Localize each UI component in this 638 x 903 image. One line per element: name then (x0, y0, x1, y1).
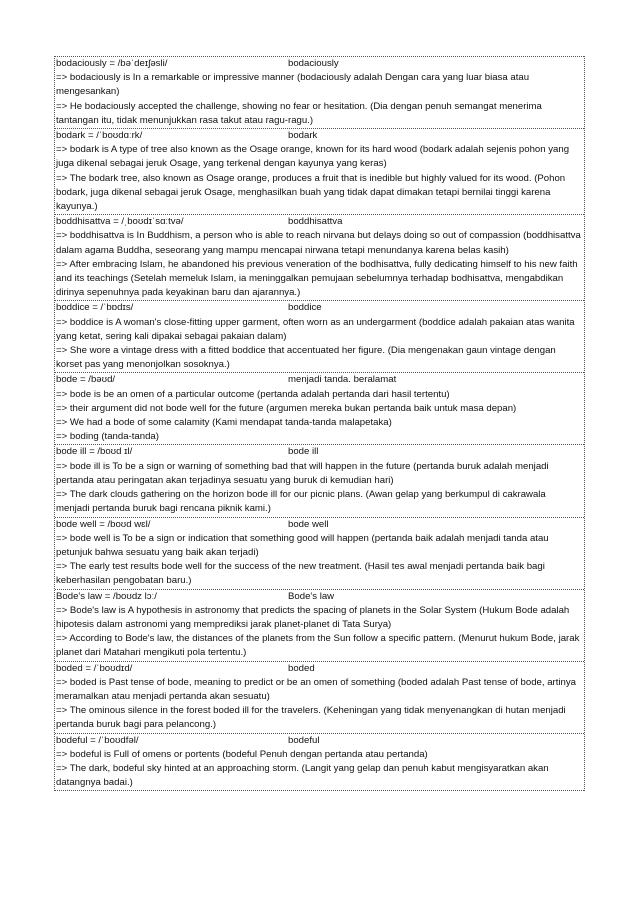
headword: boded (288, 662, 315, 674)
entry (55, 733, 584, 792)
pronunciation: boddhisattva = /ˌboʊdɪˈsɑːtvə/ (56, 216, 184, 228)
pronunciation: bode = /bəʊd/ (56, 374, 116, 386)
definition-line: => bodeful is Full of omens or portents (bodeful Penuh dengan pertanda atau pertanda) (56, 748, 428, 760)
entry (55, 517, 584, 589)
headword: boddhisattva (288, 216, 343, 228)
pronunciation: bodaciously = /bəˈdeɪʃəsli/ (56, 58, 168, 69)
pronunciation: bodark = /ˈboʊdɑːrk/ (56, 130, 143, 142)
definition-line: => bode is be an omen of a particular outcome (pertanda adalah pertanda dari hasil tertentu) (56, 388, 450, 400)
headword: bode ill (288, 446, 319, 458)
headword: bodeful (288, 734, 320, 746)
entry-header (56, 662, 582, 676)
definition-line: => boded is Past tense of bode, meaning to predict or be an omen of something (boded adalah Past tense of bode, artinya meramalkan atau menjadi pertanda akan sesuatu) (56, 676, 577, 702)
pronunciation: boded = /ˈboʊdɪd/ (56, 662, 133, 674)
entry (55, 372, 584, 444)
entry (55, 214, 584, 300)
example-line: => their argument did not bode well for the future (argumen mereka bukan pertanda baik untuk masa depan) (56, 402, 517, 414)
example-line: => The early test results bode well for the success of the new treatment. (Hasil tes awal menjadi pertanda baik bagi keberhasilan pengobatan baru.) (56, 561, 545, 587)
derived-form-line: => boding (tanda-tanda) (56, 431, 159, 443)
entry (55, 128, 584, 214)
entry (55, 589, 584, 661)
pronunciation: bode ill = /boʊd ɪl/ (56, 446, 133, 458)
headword: bodark (288, 130, 318, 142)
example-line: => We had a bode of some calamity (Kami mendapat tanda-tanda malapetaka) (56, 417, 392, 429)
headword: bode well (288, 518, 329, 530)
entry (55, 56, 584, 128)
headword: menjadi tanda. beralamat (288, 374, 397, 386)
entry-header (56, 734, 582, 748)
entry-header (56, 590, 582, 604)
definition-line: => bode ill is To be a sign or warning of something bad that will happen in the future (pertanda buruk adalah menjadi pertanda atau peringatan akan terjadinya sesuatu yang buruk di kemudian hari) (56, 460, 549, 486)
example-line: => The bodark tree, also known as Osage orange, produces a fruit that is inedible but highly valued for its wood. (Pohon bodark, juga dikenal sebagai jeruk Osage, menghasilkan buah yang tidak dapat dimakan tetapi bernilai tinggi karena kayunya.) (56, 172, 566, 213)
entry (55, 661, 584, 733)
entry-header (56, 373, 582, 387)
definition-line: => bode well is To be a sign or indication that something good will happen (pertanda baik adalah menjadi tanda atau petunjuk bahwa sesuatu yang baik akan terjadi) (56, 532, 549, 558)
headword: Bode's law (288, 590, 335, 602)
definition-line: => boddhisattva is In Buddhism, a person who is able to reach nirvana but delays doing so out of compassion (boddhisattva dalam agama Buddha, seseorang yang mampu mencapai nirwana tetapi menundanya karena belas kasih) (56, 230, 581, 256)
entry-header (56, 215, 582, 229)
definition-line: => bodark is A type of tree also known as the Osage orange, known for its hard wood (bodark adalah sejenis pohon yang juga dikenal sebagai jeruk Osage, yang terkenal dengan kayunya yang keras) (56, 144, 570, 170)
entry (55, 300, 584, 372)
entry (55, 444, 584, 516)
headword: bodaciously (288, 58, 339, 69)
example-line: => The dark clouds gathering on the horizon bode ill for our picnic plans. (Awan gelap yang berkumpul di cakrawala menjadi pertanda buruk bagi rencana piknik kami.) (56, 489, 546, 515)
entry-header (56, 129, 582, 143)
example-line: => She wore a vintage dress with a fitted boddice that accentuated her figure. (Dia mengenakan gaun vintage dengan korset pas yang menonjolkan sosoknya.) (56, 345, 556, 371)
pronunciation: boddice = /ˈbɒdɪs/ (56, 302, 134, 314)
definition-line: => bodaciously is In a remarkable or impressive manner (bodaciously adalah Dengan cara yang luar biasa atau mengesankan) (56, 72, 530, 98)
headword: boddice (288, 302, 322, 314)
entry-header (56, 445, 582, 459)
pronunciation: Bode's law = /boʊdz lɔː/ (56, 590, 157, 602)
pronunciation: bodeful = /ˈboʊdfəl/ (56, 734, 139, 746)
entry-header (56, 57, 582, 71)
pronunciation: bode well = /boʊd wɛl/ (56, 518, 151, 530)
definition-line: => Bode's law is A hypothesis in astronomy that predicts the spacing of planets in the Solar System (Hukum Bode adalah hipotesis dalam astronomi yang memprediksi jarak planet-planet di Tata Surya) (56, 604, 570, 630)
entry-header (56, 301, 582, 315)
example-line: => The ominous silence in the forest boded ill for the travelers. (Keheningan yang tidak menyenangkan di hutan menjadi pertanda buruk bagi para pelancong.) (56, 705, 566, 731)
dictionary-sheet (54, 56, 585, 791)
example-line: => He bodaciously accepted the challenge, showing no fear or hesitation. (Dia dengan penuh semangat menerima tantangan itu, tidak menunjukkan rasa takut atau ragu-ragu.) (56, 100, 542, 126)
entry-header (56, 518, 582, 532)
definition-line: => boddice is A woman's close-fitting upper garment, often worn as an undergarment (boddice adalah pakaian atas wanita yang ketat, sering kali dipakai sebagai pakaian dalam) (56, 316, 575, 342)
example-line: => According to Bode's law, the distances of the planets from the Sun follow a specific pattern. (Menurut hukum Bode, jarak planet dari Matahari mengikuti pola tertentu.) (56, 633, 580, 659)
example-line: => After embracing Islam, he abandoned his previous veneration of the bodhisattva, fully dedicating himself to his new faith and its teachings (Setelah memeluk Islam, ia meninggalkan pemujaan sebelumnya terhadap bodhisattva, mengabdikan dirinya sepenuhnya pada keyakinan baru dan ajarannya.) (56, 258, 578, 299)
example-line: => The dark, bodeful sky hinted at an approaching storm. (Langit yang gelap dan penuh kabut mengisyaratkan akan datangnya badai.) (56, 762, 549, 789)
